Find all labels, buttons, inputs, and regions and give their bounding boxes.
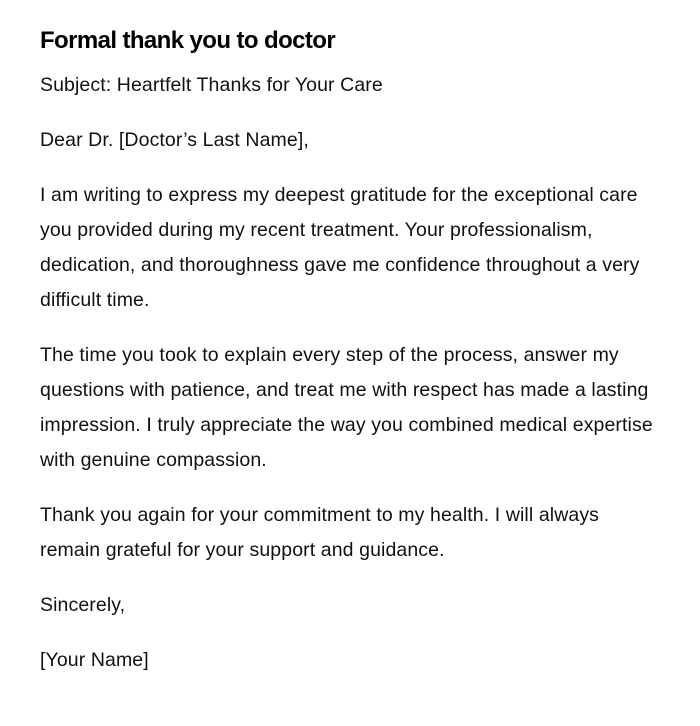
body-paragraph-1: I am writing to express my deepest gratitude for the exceptional care you provided during my recent treatment. Your professionalism, dedication, and thoroughness gave me confidence throughout a very difficult time. xyxy=(40,184,640,311)
body-paragraph-3: Thank you again for your commitment to my health. I will always remain grateful for your support and guidance. xyxy=(40,504,600,561)
signature: [Your Name] xyxy=(40,649,149,671)
subject-line: Subject: Heartfelt Thanks for Your Care xyxy=(40,74,383,96)
body-paragraph-2: The time you took to explain every step of the process, answer my questions with patience, and treat me with respect has made a lasting impression. I truly appreciate the way you combined medical expertise with genuine compassion. xyxy=(40,344,653,471)
letter-title: Formal thank you to doctor xyxy=(40,27,336,54)
closing: Sincerely, xyxy=(40,594,126,616)
salutation: Dear Dr. [Doctor’s Last Name], xyxy=(40,129,309,151)
